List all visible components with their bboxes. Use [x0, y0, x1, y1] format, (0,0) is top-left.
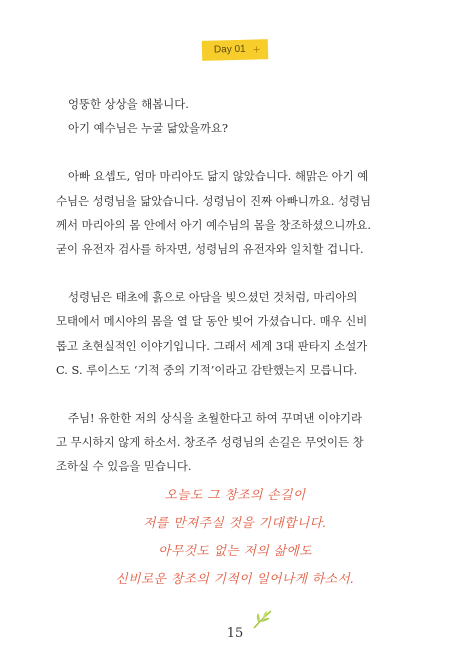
text-line: 모태에서 메시야의 몸을 열 달 동안 빚어 가셨습니다. 매우 신비: [56, 314, 368, 329]
text-line: 굳이 유전자 검사를 하자면, 성령님의 유전자와 일치할 겁니다.: [56, 242, 364, 257]
prayer-line: 신비로운 창조의 기적이 일어나게 하소서.: [115, 572, 355, 587]
prayer-line: 오늘도 그 창조의 손길이: [164, 488, 306, 503]
paragraph-3: [56, 285, 418, 382]
paragraph-4: [56, 406, 418, 479]
page-number: 15: [226, 626, 244, 641]
paragraph-2: [56, 164, 418, 261]
text-line: 께서 마리아의 몸 안에서 아기 예수님의 몸을 창조하셨으니까요.: [56, 217, 372, 232]
paragraph-1: [56, 92, 418, 140]
prayer-block: [100, 482, 370, 594]
prayer-line: 저를 만져주실 것을 기대합니다.: [143, 516, 327, 531]
text-line: C. S. 루이스도 ‘기적 중의 기적’이라고 감탄했는지 모릅니다.: [56, 362, 358, 377]
text-line: 롭고 초현실적인 이야기입니다. 그래서 세계 3대 판타지 소설가: [56, 338, 368, 353]
prayer-line: 아무것도 없는 저의 삶에도: [158, 544, 312, 559]
text-line: 조하실 수 있음을 믿습니다.: [56, 459, 192, 474]
day-tag-label: Day 01: [213, 43, 246, 56]
day-tag: [202, 39, 269, 61]
plus-icon: +: [252, 42, 261, 57]
text-line: 엉뚱한 상상을 해봅니다.: [68, 97, 189, 111]
text-line: 성령님은 태초에 흙으로 아담을 빚으셨던 것처럼, 마리아의: [68, 290, 358, 305]
text-line: 아빠 요셉도, 엄마 마리아도 닮지 않았습니다. 해맑은 아기 예: [68, 169, 369, 184]
text-line: 수님은 성령님을 닮았습니다. 성령님이 진짜 아빠니까요. 성령님: [56, 193, 372, 208]
text-line: 아기 예수님은 누굴 닮았을까요?: [68, 121, 229, 136]
text-line: 고 무시하지 않게 하소서. 창조주 성령님의 손길은 무엇이든 창: [56, 435, 364, 450]
body-text: [56, 92, 418, 503]
text-line: 주님! 유한한 저의 상식을 초월한다고 하여 꾸며낸 이야기라: [68, 411, 363, 426]
